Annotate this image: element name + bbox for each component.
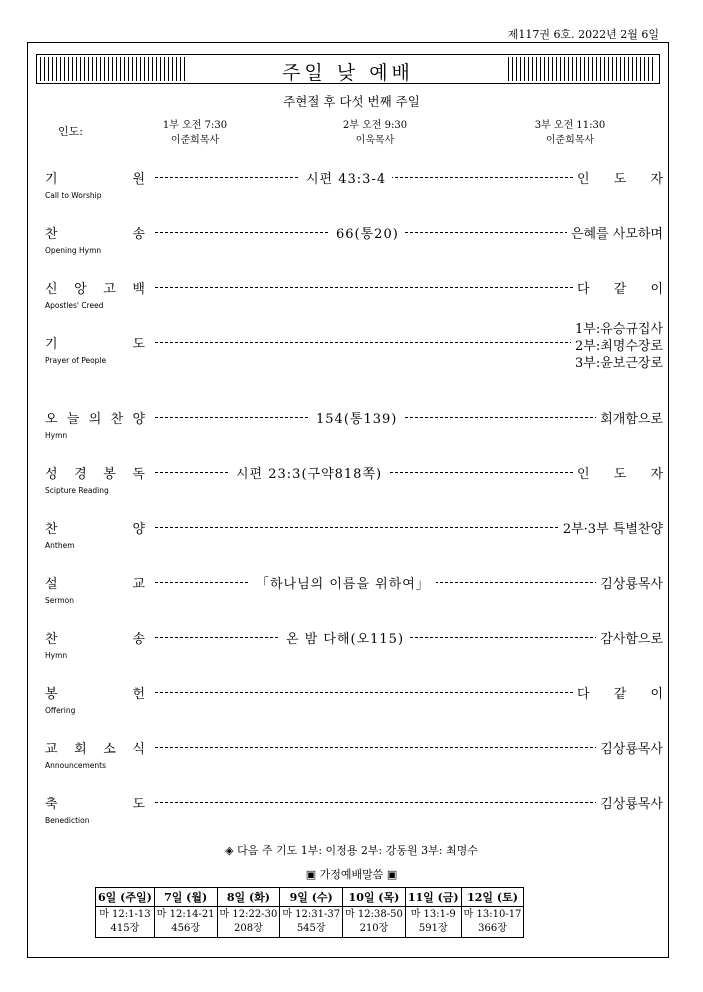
issue-line: 제117권 6호. 2022년 2월 6일 xyxy=(507,28,659,41)
order-label xyxy=(45,333,145,365)
passage: 마 12:14-21 xyxy=(156,909,215,920)
order-label-korean xyxy=(45,223,145,242)
passage-cell xyxy=(461,907,524,938)
order-label-english: Scipture Reading xyxy=(45,486,109,495)
order-detail: 「하나님의 이름을 위하여」 xyxy=(250,573,436,592)
order-label-korean xyxy=(45,278,145,297)
order-label-char: 경 xyxy=(74,467,87,482)
order-label xyxy=(45,463,145,495)
order-row xyxy=(45,683,663,723)
leader-dots xyxy=(155,802,663,804)
order-label-english: Apostles' Creed xyxy=(45,301,104,310)
hymn-number: 545장 xyxy=(296,923,326,934)
passage-cell xyxy=(343,907,406,938)
order-label-char: 앙 xyxy=(74,282,87,297)
order-label-char: 도 xyxy=(132,797,145,812)
order-detail: 온 밤 다해(오115) xyxy=(280,628,410,647)
order-label-char: 회 xyxy=(74,742,87,757)
order-label-char: 고 xyxy=(103,282,116,297)
order-leader-char: 다 xyxy=(577,687,590,702)
day-header: 7일 (월) xyxy=(154,888,217,907)
order-label-korean xyxy=(45,518,145,537)
order-label-char: 도 xyxy=(132,337,145,352)
day-header: 9일 (수) xyxy=(280,888,343,907)
service-leader: 이준희목사 xyxy=(545,135,595,146)
order-label-english: Prayer of People xyxy=(45,356,107,365)
order-label-english: Hymn xyxy=(45,431,68,440)
order-leader-char: 다 xyxy=(577,282,590,297)
order-label-char: 신 xyxy=(45,282,58,297)
order-leader-char: 같 xyxy=(613,687,627,702)
order-detail: 66(통20) xyxy=(330,223,405,242)
order-row xyxy=(45,408,663,448)
order-leader-char: 같 xyxy=(613,282,627,297)
page-title: 주일 낮 예배 xyxy=(282,62,414,84)
order-label-char: 교 xyxy=(132,577,145,592)
order-row xyxy=(45,168,663,208)
order-label-char: 기 xyxy=(45,337,58,352)
prayer-leaders xyxy=(571,321,663,372)
order-label-english: Anthem xyxy=(45,541,75,550)
order-label xyxy=(45,278,145,310)
order-label-korean xyxy=(45,628,145,647)
order-row xyxy=(45,463,663,503)
table-row xyxy=(96,907,524,938)
order-leader: 김상룡목사 xyxy=(596,738,663,757)
order-label xyxy=(45,518,145,550)
service-time: 3부 오전 11:30 xyxy=(534,120,606,131)
order-row xyxy=(45,278,663,318)
order-row xyxy=(45,628,663,668)
order-label-char: 헌 xyxy=(132,687,145,702)
order-label-char: 늘 xyxy=(66,412,80,427)
day-header: 10일 (목) xyxy=(343,888,406,907)
order-label-char: 찬 xyxy=(45,522,58,537)
order-label-char: 독 xyxy=(132,467,145,482)
prayer-leader-line: 3부:윤보근장로 xyxy=(575,356,663,371)
order-label-korean xyxy=(45,168,145,187)
order-label-char: 양 xyxy=(132,522,145,537)
order-row xyxy=(45,223,663,263)
leader-dots xyxy=(155,417,663,419)
order-label-char: 찬 xyxy=(45,632,58,647)
passage: 마 12:22-30 xyxy=(219,909,278,920)
order-label-char: 찬 xyxy=(45,227,58,242)
order-leader: 김상룡목사 xyxy=(596,793,663,812)
order-label-char: 봉 xyxy=(103,467,116,482)
order-row xyxy=(45,518,663,558)
order-leader xyxy=(573,168,663,187)
order-leader-char: 자 xyxy=(650,467,663,482)
order-label-korean xyxy=(45,793,145,812)
passage: 마 12:38-50 xyxy=(345,909,403,920)
service-3 xyxy=(515,118,625,148)
table-header-row xyxy=(96,888,524,907)
order-leader: 2부·3부 특별찬양 xyxy=(559,518,663,537)
order-label-char: 원 xyxy=(132,172,145,187)
next-week-prayer: ◈ 다음 주 기도 1부: 이정용 2부: 강동원 3부: 최명수 xyxy=(225,844,478,857)
service-time: 1부 오전 7:30 xyxy=(162,120,228,131)
order-detail: 154(통139) xyxy=(310,408,403,427)
order-label-char: 송 xyxy=(132,227,145,242)
passage-cell xyxy=(154,907,217,938)
order-label-char: 봉 xyxy=(45,687,58,702)
order-label-char: 오 xyxy=(45,412,58,427)
service-2 xyxy=(320,118,430,148)
service-time: 2부 오전 9:30 xyxy=(342,120,408,131)
order-label-english: Announcements xyxy=(45,761,106,770)
hymn-number: 208장 xyxy=(234,923,263,934)
order-leader xyxy=(573,683,663,702)
passage: 마 12:1-13 xyxy=(99,909,151,920)
order-leader: 김상룡목사 xyxy=(596,573,663,592)
order-leader xyxy=(573,463,663,482)
order-leader-char: 이 xyxy=(650,687,663,702)
order-label xyxy=(45,408,145,440)
order-label xyxy=(45,683,145,715)
day-header: 12일 (토) xyxy=(461,888,524,907)
order-leader xyxy=(573,278,663,297)
order-label-english: Hymn xyxy=(45,651,68,660)
order-label-char: 성 xyxy=(45,467,58,482)
order-leader-char: 자 xyxy=(650,172,663,187)
order-leader: 감사함으로 xyxy=(596,628,663,647)
passage: 마 13:10-17 xyxy=(463,909,522,920)
hymn-number: 210장 xyxy=(359,923,389,934)
passage-cell xyxy=(280,907,343,938)
order-label-char: 설 xyxy=(45,577,58,592)
order-leader-char: 도 xyxy=(613,467,627,482)
passage: 마 12:31-37 xyxy=(282,909,341,920)
order-row xyxy=(45,573,663,613)
leader-label: 인도: xyxy=(58,125,83,138)
title-bar xyxy=(36,54,660,84)
order-label-korean xyxy=(45,738,145,757)
order-label-char: 찬 xyxy=(110,412,124,427)
hymn-number: 591장 xyxy=(418,923,448,934)
order-leader: 회개함으로 xyxy=(596,408,663,427)
order-leader-char: 이 xyxy=(650,282,663,297)
order-label-korean xyxy=(45,463,145,482)
home-worship-title: ▣ 가정예배말씀 ▣ xyxy=(305,868,398,881)
order-label xyxy=(45,738,145,770)
order-leader: 은혜를 사모하며 xyxy=(567,223,663,242)
order-leader-char: 인 xyxy=(577,172,590,187)
service-1 xyxy=(140,118,250,148)
passage-cell xyxy=(405,907,461,938)
passage-cell xyxy=(217,907,280,938)
order-leader-char: 인 xyxy=(577,467,590,482)
order-label xyxy=(45,793,145,825)
day-header: 11일 (금) xyxy=(405,888,461,907)
order-label-english: Sermon xyxy=(45,596,74,605)
order-row xyxy=(45,793,663,833)
order-label-char: 송 xyxy=(132,632,145,647)
order-label-english: Offering xyxy=(45,706,76,715)
day-header: 6일 (주일) xyxy=(96,888,155,907)
order-label-char: 소 xyxy=(103,742,116,757)
order-leader-char: 도 xyxy=(613,172,627,187)
service-leader: 이준희목사 xyxy=(170,135,220,146)
order-label-char: 백 xyxy=(132,282,145,297)
day-header: 8일 (화) xyxy=(217,888,280,907)
prayer-leader-line: 1부:유승규집사 xyxy=(575,322,663,337)
order-label-char: 기 xyxy=(45,172,58,187)
hymn-number: 366장 xyxy=(478,923,507,934)
order-label-char: 양 xyxy=(132,412,145,427)
order-detail: 시편 23:3(구약818쪽) xyxy=(230,463,388,482)
service-leader: 이욱목사 xyxy=(355,135,395,146)
order-label xyxy=(45,168,145,200)
page-subtitle: 주현절 후 다섯 번째 주일 xyxy=(283,94,420,109)
order-label-korean xyxy=(45,683,145,702)
hymn-number: 456장 xyxy=(171,923,201,934)
order-label-english: Benediction xyxy=(45,816,90,825)
order-row xyxy=(45,322,663,373)
prayer-leader-line: 2부:최명수장로 xyxy=(575,339,663,354)
order-label xyxy=(45,223,145,255)
passage-cell xyxy=(96,907,155,938)
order-label-char: 축 xyxy=(45,797,58,812)
order-label-english: Call to Worship xyxy=(45,191,102,200)
order-label-korean xyxy=(45,573,145,592)
leader-dots xyxy=(155,747,663,749)
order-label-english: Opening Hymn xyxy=(45,246,102,255)
order-label-char: 의 xyxy=(88,412,102,427)
order-label xyxy=(45,628,145,660)
order-label-korean xyxy=(45,408,145,427)
order-label-korean xyxy=(45,333,145,352)
order-detail: 시편 43:3-4 xyxy=(300,168,392,187)
order-label xyxy=(45,573,145,605)
home-worship-table xyxy=(95,887,524,938)
order-label-char: 식 xyxy=(132,742,145,757)
order-row xyxy=(45,738,663,778)
order-label-char: 교 xyxy=(45,742,58,757)
hymn-number: 415장 xyxy=(110,923,140,934)
passage: 마 13:1-9 xyxy=(410,909,456,920)
